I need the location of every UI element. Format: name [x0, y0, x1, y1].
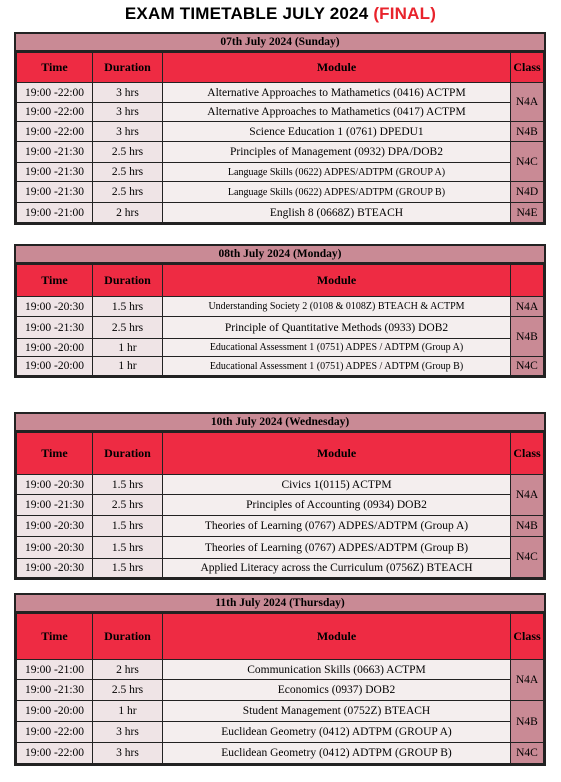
time-cell: 19:00 -21:00 — [17, 203, 93, 223]
header-row — [17, 433, 544, 475]
module-cell: Alternative Approaches to Mathametics (0416) ACTPM — [163, 83, 511, 103]
module-cell: Euclidean Geometry (0412) ADTPM (GROUP B) — [163, 743, 511, 764]
class-cell: N4B — [511, 701, 544, 743]
module-cell: Educational Assessment 1 (0751) ADPES / ADTPM (Group B) — [163, 357, 511, 376]
duration-cell: 2 hrs — [93, 660, 163, 680]
module-cell: Theories of Learning (0767) ADPES/ADTPM (Group A) — [163, 516, 511, 537]
time-cell: 19:00 -21:30 — [17, 680, 93, 701]
duration-cell: 3 hrs — [93, 103, 163, 122]
module-cell: Language Skills (0622) ADPES/ADTPM (GROUP B) — [163, 182, 511, 203]
class-cell: N4A — [511, 475, 544, 516]
class-header: Class — [511, 433, 544, 475]
duration-cell: 2.5 hrs — [93, 142, 163, 163]
time-cell: 19:00 -22:00 — [17, 122, 93, 142]
page-title — [0, 4, 561, 24]
class-header: Class — [511, 53, 544, 83]
time-cell: 19:00 -22:00 — [17, 83, 93, 103]
class-cell: N4D — [511, 182, 544, 203]
table-row — [17, 516, 544, 537]
class-cell: N4C — [511, 142, 544, 182]
day-heading: 11th July 2024 (Thursday) — [16, 595, 544, 613]
table-row — [17, 495, 544, 516]
header-row — [17, 265, 544, 297]
duration-cell: 2.5 hrs — [93, 680, 163, 701]
module-cell: Applied Literacy across the Curriculum (0756Z) BTEACH — [163, 559, 511, 578]
class-cell: N4B — [511, 317, 544, 357]
time-cell: 19:00 -21:30 — [17, 142, 93, 163]
exam-table — [16, 432, 544, 578]
class-cell: N4E — [511, 203, 544, 223]
module-cell: Understanding Society 2 (0108 & 0108Z) BTEACH & ACTPM — [163, 297, 511, 317]
header-row — [17, 53, 544, 83]
title-main: EXAM TIMETABLE JULY 2024 — [124, 4, 374, 23]
duration-cell: 1 hr — [93, 357, 163, 376]
table-row — [17, 339, 544, 357]
module-cell: Language Skills (0622) ADPES/ADTPM (GROUP A) — [163, 163, 511, 182]
time-cell: 19:00 -20:00 — [17, 701, 93, 722]
module-cell: English 8 (0668Z) BTEACH — [163, 203, 511, 223]
duration-cell: 1 hr — [93, 701, 163, 722]
exam-table — [16, 52, 544, 223]
day-section — [14, 244, 546, 378]
class-cell: N4B — [511, 122, 544, 142]
duration-cell: 1.5 hrs — [93, 297, 163, 317]
exam-table — [16, 264, 544, 376]
table-row — [17, 122, 544, 142]
day-heading: 08th July 2024 (Monday) — [16, 246, 544, 264]
class-header — [511, 265, 544, 297]
table-row — [17, 680, 544, 701]
day-section — [14, 412, 546, 580]
module-cell: Communication Skills (0663) ACTPM — [163, 660, 511, 680]
table-row — [17, 83, 544, 103]
module-cell: Educational Assessment 1 (0751) ADPES / ADTPM (Group A) — [163, 339, 511, 357]
class-cell: N4C — [511, 357, 544, 376]
module-cell: Alternative Approaches to Mathametics (0417) ACTPM — [163, 103, 511, 122]
table-row — [17, 701, 544, 722]
time-header: Time — [17, 265, 93, 297]
duration-cell: 1.5 hrs — [93, 516, 163, 537]
day-heading: 10th July 2024 (Wednesday) — [16, 414, 544, 432]
time-cell: 19:00 -22:00 — [17, 722, 93, 743]
day-section — [14, 593, 546, 766]
class-cell: N4B — [511, 516, 544, 537]
time-cell: 19:00 -21:00 — [17, 660, 93, 680]
time-cell: 19:00 -22:00 — [17, 743, 93, 764]
module-header: Module — [163, 265, 511, 297]
table-row — [17, 537, 544, 559]
table-row — [17, 163, 544, 182]
time-header: Time — [17, 614, 93, 660]
module-cell: Principles of Management (0932) DPA/DOB2 — [163, 142, 511, 163]
table-row — [17, 475, 544, 495]
duration-cell: 1.5 hrs — [93, 559, 163, 578]
time-cell: 19:00 -20:30 — [17, 297, 93, 317]
class-cell: N4A — [511, 83, 544, 122]
duration-cell: 2.5 hrs — [93, 495, 163, 516]
time-cell: 19:00 -20:30 — [17, 559, 93, 578]
table-row — [17, 142, 544, 163]
table-row — [17, 317, 544, 339]
class-cell: N4A — [511, 297, 544, 317]
table-row — [17, 722, 544, 743]
module-cell: Student Management (0752Z) BTEACH — [163, 701, 511, 722]
table-row — [17, 660, 544, 680]
time-cell: 19:00 -20:30 — [17, 475, 93, 495]
time-cell: 19:00 -21:30 — [17, 163, 93, 182]
duration-cell: 1 hr — [93, 339, 163, 357]
module-cell: Science Education 1 (0761) DPEDU1 — [163, 122, 511, 142]
time-cell: 19:00 -21:30 — [17, 317, 93, 339]
time-cell: 19:00 -20:30 — [17, 516, 93, 537]
duration-cell: 1.5 hrs — [93, 475, 163, 495]
duration-cell: 3 hrs — [93, 122, 163, 142]
table-row — [17, 203, 544, 223]
table-row — [17, 182, 544, 203]
duration-cell: 1.5 hrs — [93, 537, 163, 559]
class-cell: N4C — [511, 537, 544, 578]
duration-cell: 3 hrs — [93, 83, 163, 103]
table-row — [17, 357, 544, 376]
table-row — [17, 743, 544, 764]
duration-header: Duration — [93, 53, 163, 83]
duration-cell: 3 hrs — [93, 722, 163, 743]
class-cell: N4A — [511, 660, 544, 701]
module-cell: Theories of Learning (0767) ADPES/ADTPM (Group B) — [163, 537, 511, 559]
time-cell: 19:00 -21:30 — [17, 495, 93, 516]
duration-cell: 3 hrs — [93, 743, 163, 764]
module-cell: Civics 1(0115) ACTPM — [163, 475, 511, 495]
table-row — [17, 559, 544, 578]
duration-cell: 2.5 hrs — [93, 182, 163, 203]
class-cell: N4C — [511, 743, 544, 764]
time-header: Time — [17, 433, 93, 475]
module-header: Module — [163, 433, 511, 475]
duration-header: Duration — [93, 433, 163, 475]
time-cell: 19:00 -20:00 — [17, 339, 93, 357]
time-header: Time — [17, 53, 93, 83]
module-cell: Euclidean Geometry (0412) ADTPM (GROUP A) — [163, 722, 511, 743]
duration-header: Duration — [93, 614, 163, 660]
duration-header: Duration — [93, 265, 163, 297]
class-header: Class — [511, 614, 544, 660]
time-cell: 19:00 -22:00 — [17, 103, 93, 122]
table-row — [17, 103, 544, 122]
title-final: (FINAL) — [373, 4, 437, 23]
day-heading: 07th July 2024 (Sunday) — [16, 34, 544, 52]
module-cell: Principles of Accounting (0934) DOB2 — [163, 495, 511, 516]
time-cell: 19:00 -20:00 — [17, 357, 93, 376]
day-section — [14, 32, 546, 225]
table-row — [17, 297, 544, 317]
duration-cell: 2.5 hrs — [93, 163, 163, 182]
module-header: Module — [163, 53, 511, 83]
exam-table — [16, 613, 544, 764]
module-cell: Economics (0937) DOB2 — [163, 680, 511, 701]
module-cell: Principle of Quantitative Methods (0933) DOB2 — [163, 317, 511, 339]
time-cell: 19:00 -20:30 — [17, 537, 93, 559]
duration-cell: 2.5 hrs — [93, 317, 163, 339]
duration-cell: 2 hrs — [93, 203, 163, 223]
time-cell: 19:00 -21:30 — [17, 182, 93, 203]
module-header: Module — [163, 614, 511, 660]
header-row — [17, 614, 544, 660]
